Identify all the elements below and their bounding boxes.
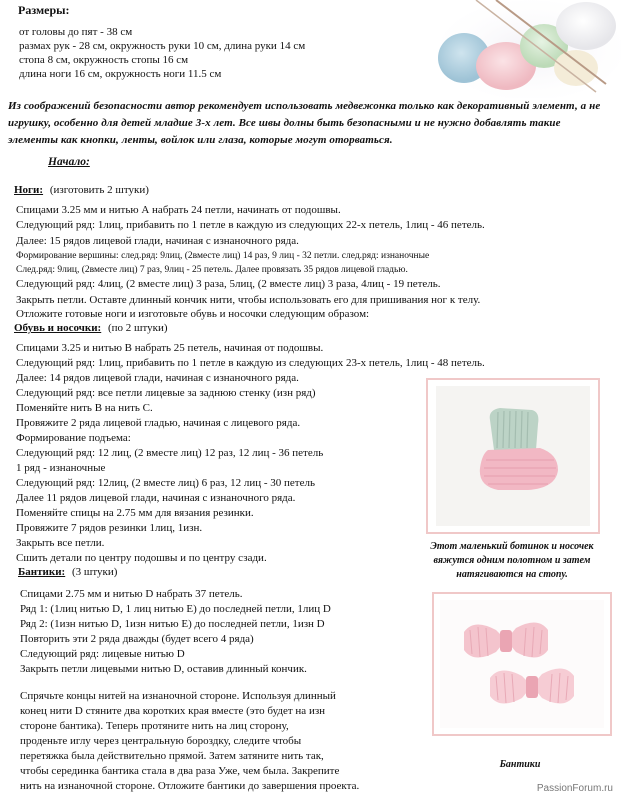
bows-photo xyxy=(434,594,610,734)
shoes-line: Следующий ряд: все петли лицевые за заднюю стенку (изн ряд) xyxy=(16,387,316,399)
bows-finish-line: стороне бантика). Теперь протяните нить на лиц сторону, xyxy=(20,720,289,732)
yarn-ball-cream xyxy=(554,50,598,86)
bows-finish-line: перетяжка была действительно прямой. Затем затяните нить так, xyxy=(20,750,324,762)
shoes-heading-row xyxy=(14,322,168,335)
shoe-photo-caption: Этот маленький ботинок и носочек вяжутся одним полотном и затем натягиваются на стопу. xyxy=(430,541,594,580)
safety-note: Из соображений безопасности автор рекомендует использовать медвежонка только как декоративный элемент, а не игрушку, особенно для детей младше 3-х лет. Все швы долны быть безопасными и не нужно добавлять такие элементы как кнопки, ленты, войлок или глаза, которые могут оторваться. xyxy=(8,100,601,146)
size-line: размах рук - 28 см, окружность руки 10 см, длина руки 14 см xyxy=(19,40,306,52)
legs-heading: Ноги: xyxy=(14,184,44,196)
shoes-heading: Обувь и носочки: xyxy=(14,322,102,334)
bows-finish-line: проденьте иглу через центральную бороздку, следите чтобы xyxy=(20,735,302,747)
shoes-line: Провяжите 2 ряда лицевой гладью, начиная с лицевого ряда. xyxy=(16,417,301,429)
bows-photo-frame xyxy=(432,592,612,736)
bows-heading-row xyxy=(18,566,117,579)
bows-finish-line: чтобы серединка бантика стала в два раза Уже, чем была. Закрепите xyxy=(20,765,340,777)
bows-finish-line: конец нити D стяните два коротких края вместе (это будет на изн xyxy=(20,705,326,717)
bows-line: Закрыть петли лицевыми нитью D, оставив длинный кончик. xyxy=(20,663,307,675)
shoes-line: Спицами 3.25 и нитью В набрать 25 петель, начиная от подошвы. xyxy=(16,342,324,354)
legs-line: Отложите готовые ноги и изготовьте обувь и носочки следующим образом: xyxy=(16,308,370,320)
yarn-photo xyxy=(436,0,621,98)
shoes-line: Далее 11 рядов лицевой глади, начиная с изнаночного ряда. xyxy=(16,492,296,504)
shoe-photo xyxy=(428,380,598,532)
bows-photo-caption: Бантики xyxy=(499,759,541,770)
shoes-line: Следующий ряд: 1лиц, прибавить по 1 петле в каждую из следующих 23-х петель, 1лиц - 48 петель. xyxy=(16,357,485,369)
start-heading: Начало: xyxy=(48,156,90,168)
legs-line: Далее: 15 рядов лицевой глади, начиная с изнаночного ряда. xyxy=(16,235,299,247)
bows-heading: Бантики: xyxy=(18,566,66,578)
shoes-line: Провяжите 7 рядов резинки 1лиц, 1изн. xyxy=(16,522,203,534)
sizes-title: Размеры: xyxy=(18,3,70,17)
bows-finish-line: Спрячьте концы нитей на изнаночной стороне. Используя длинный xyxy=(20,690,336,702)
shoes-line: Далее: 14 рядов лицевой глади, начиная с изнаночного ряда. xyxy=(16,372,299,384)
bows-count: (3 штуки) xyxy=(71,566,118,578)
legs-line: След.ряд: 9лиц, (2вместе лиц) 7 раз, 9лиц - 25 петель. Далее провязать 35 рядов лицевой гладью. xyxy=(16,265,408,275)
shoes-line: Сшить детали по центру подошвы и по центру сзади. xyxy=(16,552,267,564)
legs-heading-row xyxy=(14,184,149,197)
bows-line: Ряд 1: (1лиц нитью D, 1 лиц нитью Е) до последней петли, 1лиц D xyxy=(20,603,331,615)
bows-line: Следующий ряд: лицевые нитью D xyxy=(20,648,185,660)
shoes-line: 1 ряд - изнаночные xyxy=(16,462,106,474)
shoe-photo-frame xyxy=(426,378,600,534)
legs-line: Формирование вершины: след.ряд: 9лиц, (2вместе лиц) 14 раз, 9 лиц - 32 петли. след.ряд: изнаночные xyxy=(16,251,430,261)
size-line: стопа 8 см, окружность стопы 16 см xyxy=(19,54,189,66)
shoes-count: (по 2 штуки) xyxy=(107,322,168,334)
yarn-ball-white xyxy=(556,2,616,50)
watermark: PassionForum.ru xyxy=(536,783,613,794)
bows-line: Спицами 2.75 мм и нитью D набрать 37 петель. xyxy=(20,588,243,600)
shoes-line: Поменяйте спицы на 2.75 мм для вязания резинки. xyxy=(16,507,254,519)
shoes-line: Поменяйте нить В на нить С. xyxy=(16,402,153,414)
legs-count: (изготовить 2 штуки) xyxy=(49,184,149,196)
shoes-line: Следующий ряд: 12лиц, (2 вместе лиц) 6 раз, 12 лиц - 30 петель xyxy=(16,477,315,489)
size-line: длина ноги 16 см, окружность ноги 11.5 см xyxy=(19,68,222,80)
bows-line: Повторить эти 2 ряда дважды (будет всего 4 ряда) xyxy=(20,633,254,645)
legs-line: Закрыть петли. Оставте длинный кончик нити, чтобы использовать его для пришивания ног к телу. xyxy=(16,294,481,306)
legs-line: Следующий ряд: 1лиц, прибавить по 1 петле в каждую из следующих 22-х петель, 1лиц - 46 петель. xyxy=(16,219,485,231)
bows-line: Ряд 2: (1изн нитью D, 1изн нитью Е) до последней петли, 1изн D xyxy=(20,618,325,630)
shoes-line: Формирование подъема: xyxy=(16,432,131,444)
shoes-line: Закрыть все петли. xyxy=(16,537,105,549)
legs-line: Спицами 3.25 мм и нитью А набрать 24 петли, начинать от подошвы. xyxy=(16,204,341,216)
size-line: от головы до пят - 38 см xyxy=(19,26,133,38)
bows-finish-line: нить на изнаночной стороне. Отложите бантики до завершения проекта. xyxy=(20,780,360,792)
legs-line: Следующий ряд: 4лиц, (2 вместе лиц) 3 раза, 5лиц, (2 вместе лиц) 3 раза, 4лиц - 19 петель. xyxy=(16,278,441,290)
shoes-line: Следующий ряд: 12 лиц, (2 вместе лиц) 12 раз, 12 лиц - 36 петель xyxy=(16,447,324,459)
